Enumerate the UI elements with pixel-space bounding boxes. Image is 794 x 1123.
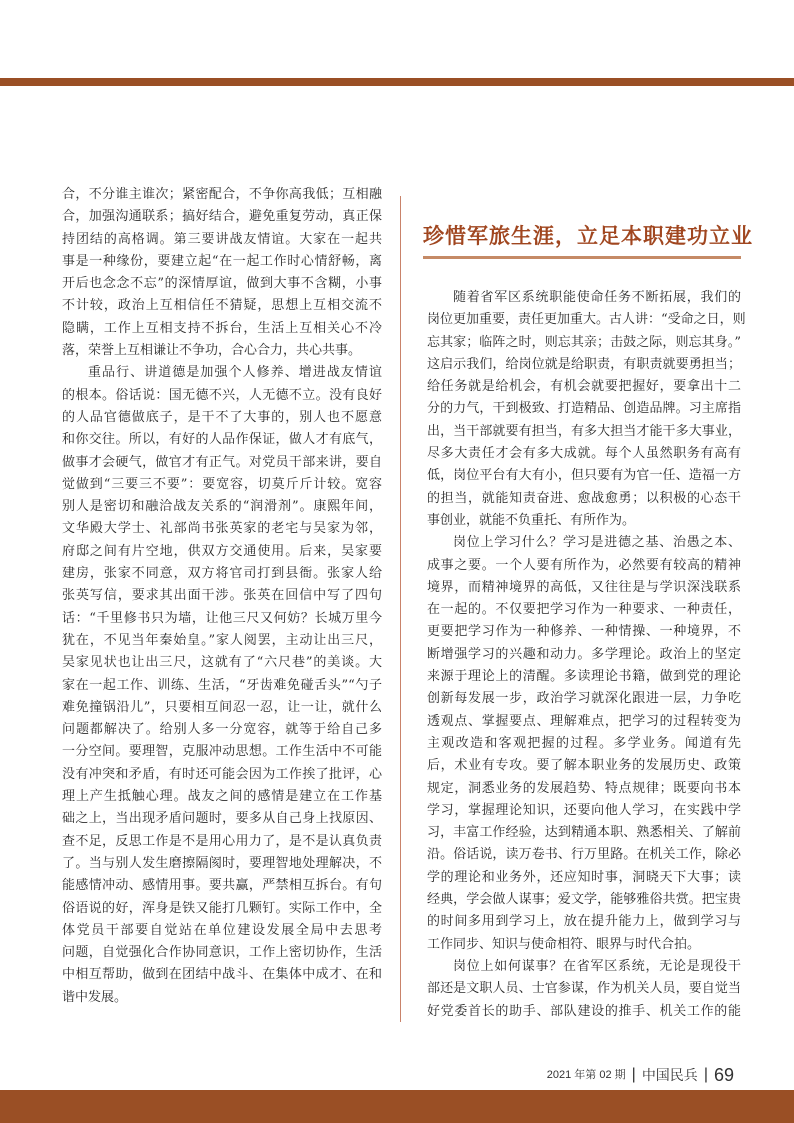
- text-line: 一分空间。要理智，克服冲动思想。工作生活中不可能: [62, 744, 382, 760]
- magazine-name: 中国民兵: [641, 1067, 698, 1083]
- text-line: 问题都解决了。给别人多一分宽容，就等于给自己多: [62, 722, 382, 738]
- text-line: 岗位上如何谋事？在省军区系统，无论是现役干: [453, 958, 741, 974]
- text-line: 主观改造和客观把握的过程。多学业务。闻道有先: [427, 735, 741, 751]
- text-line: 境界，而精神境界的高低，又往往是与学识深浅联系: [427, 579, 741, 595]
- footer-separator: |: [703, 1066, 708, 1083]
- header-band: [0, 78, 794, 86]
- text-line: 合，不分谁主谁次；紧密配合，不争你高我低；互相融: [62, 187, 382, 202]
- text-line: 别人是密切和融洽战友关系的“润滑剂”。康熙年间，: [62, 499, 382, 515]
- issue-label: 2021 年第 02 期: [546, 1069, 626, 1081]
- text-line: 体党员干部要自觉站在单位建设发展全局中去思考: [62, 922, 382, 938]
- text-line: 透观点、掌握要点、理解难点，把学习的过程转变为: [427, 713, 741, 729]
- text-line: 张英写信，要求其出面干涉。张英在回信中写了四句: [62, 588, 382, 604]
- text-line: 文华殿大学士、礼部尚书张英家的老宅与吴家为邻，: [62, 521, 382, 537]
- paragraph: [62, 184, 382, 362]
- text-line: 重品行、讲道德是加强个人修养、增进战友情谊: [88, 365, 382, 381]
- text-line: 谐中发展。: [62, 989, 128, 1005]
- text-line: 觉做到“三要三不要”：要宽容，切莫斤斤计较。宽容: [62, 476, 382, 492]
- text-line: 建房，张家不同意，双方将官司打到县衙。张家人给: [62, 566, 382, 582]
- text-line: 随着省军区系统职能使命任务不断拓展，我们的: [453, 290, 741, 305]
- left-column: [62, 184, 382, 1009]
- paragraph: [427, 287, 746, 532]
- text-line: 更要把学习作为一种修养、一种情操、一种境界，不: [427, 624, 741, 640]
- text-line: 学习，掌握理论知识，还要向他人学习，在实践中学: [427, 802, 741, 818]
- text-line: 能感情冲动、感情用事。要共赢，严禁相互拆台。有句: [62, 878, 382, 894]
- text-line: 岗位更加重要，责任更加重大。古人讲：“受命之日，则: [427, 312, 746, 328]
- text-line: 沿。俗话说，读万卷书、行万里路。在机关工作，除必: [427, 847, 741, 863]
- text-line: 础之上，当出现矛盾问题时，要多从自己身上找原因、: [62, 811, 382, 827]
- text-line: 隐瞒，工作上互相支持不拆台，生活上互相关心不冷: [62, 320, 382, 336]
- text-line: 了。当与别人发生磨擦隔阂时，要理智地处理解决，不: [62, 855, 382, 871]
- text-line: 合，加强沟通联系；搞好结合，避免重复劳动，真正保: [62, 209, 382, 225]
- text-line: 尽多大责任才会有多大成就。每个人虽然职务有高有: [427, 446, 741, 462]
- text-line: 事是一种缘份，要建立起“在一起工作时心情舒畅，离: [62, 253, 382, 269]
- text-line: 好党委首长的助手、部队建设的推手、机关工作的能: [427, 1003, 741, 1019]
- right-column: [427, 287, 746, 1023]
- text-line: 府邸之间有片空地，供双方交通使用。后来，吴家要: [62, 543, 382, 559]
- text-line: 话：“千里修书只为墙，让他三尺又何妨？长城万里今: [62, 610, 382, 626]
- text-line: 断增强学习的兴趣和动力。多学理论。政治上的坚定: [427, 646, 741, 662]
- column-divider: [400, 196, 401, 1022]
- text-line: 问题，自觉强化合作协同意识，工作上密切协作，生活: [62, 945, 382, 961]
- text-line: 经典，学会做人谋事；爱文学，能够雅俗共赏。把宝贵: [427, 892, 741, 908]
- text-line: 后，术业有专攻。要了解本职业务的发展历史、政策: [427, 758, 741, 774]
- text-line: 落，荣誉上互相谦让不争功，合心合力，共心共事。: [62, 343, 362, 359]
- page-footer: [547, 1064, 734, 1086]
- page-number: 69: [713, 1065, 734, 1085]
- text-line: 部还是文职人员、士官参谋，作为机关人员，要自觉当: [427, 981, 741, 997]
- text-line: 难免撞锅沿儿”，只要相互间忍一忍，让一让，就什么: [62, 699, 382, 715]
- text-line: 成事之要。一个人要有所作为，必然要有较高的精神: [427, 557, 741, 573]
- text-line: 给任务就是给机会，有机会就要把握好，要拿出十二: [427, 379, 741, 395]
- text-line: 查不足，反思工作是不是用心用力了，是不是认真负责: [62, 833, 382, 849]
- text-line: 分的力气，干到极致、打造精品、创造品牌。习主席指: [427, 401, 741, 417]
- text-line: 的担当，就能知责奋进、愈战愈勇；以积极的心态干: [427, 490, 741, 506]
- text-line: 在一起的。不仅要把学习作为一种要求、一种责任，: [427, 602, 741, 618]
- text-line: 开后也念念不忘”的深情厚谊，做到大事不含糊，小事: [62, 276, 382, 292]
- text-line: 出，当干部就要有担当，有多大担当才能干多大事业，: [427, 423, 741, 439]
- text-line: 创新每发展一步，政治学习就深化跟进一层，力争吃: [427, 691, 741, 707]
- text-line: 理上产生抵触心理。战友之间的感情是建立在工作基: [62, 789, 382, 805]
- text-line: 家在一起工作、训练、生活，“牙齿难免碰舌头”“勺子: [62, 677, 382, 693]
- text-line: 的时间多用到学习上，放在提升能力上，做到学习与: [427, 914, 741, 930]
- text-line: 的根本。俗话说：国无德不兴，人无德不立。没有良好: [62, 387, 382, 403]
- text-line: 忘其家；临阵之时，则忘其亲；击鼓之际，则忘其身。”: [427, 334, 741, 350]
- text-line: 这启示我们，给岗位就是给职责，有职责就要勇担当；: [427, 356, 741, 372]
- text-line: 做事才会硬气，做官才有正气。对党员干部来讲，要自: [62, 454, 382, 470]
- footer-band: [0, 1090, 794, 1123]
- text-line: 来源于理论上的清醒。多读理论书籍，做到党的理论: [427, 669, 741, 685]
- text-line: 岗位上学习什么？学习是进德之基、治愚之本、: [453, 535, 741, 551]
- text-line: 吴家见状也让出三尺，这就有了“六尺巷”的美谈。大: [62, 655, 382, 671]
- text-line: 不计较，政治上互相信任不猜疑，思想上互相交流不: [62, 298, 382, 314]
- text-line: 俗语说的好，浑身是铁又能打几颗钉。实际工作中，全: [62, 900, 382, 916]
- paragraph: [427, 956, 741, 1023]
- text-line: 习，丰富工作经验，达到精通本职、熟悉相关、了解前: [427, 825, 741, 841]
- text-line: 事创业，就能不负重托、有所作为。: [427, 512, 636, 528]
- paragraph: [427, 532, 741, 956]
- paragraph: [62, 362, 382, 1009]
- text-line: 工作同步、知识与使命相符、眼界与时代合拍。: [427, 936, 701, 952]
- text-line: 中相互帮助，做到在团结中战斗、在集体中成才、在和: [62, 967, 382, 983]
- footer-separator: |: [631, 1066, 636, 1083]
- text-line: 学的理论和业务外，还应知时事，洞晓天下大事；读: [427, 869, 741, 885]
- text-line: 没有冲突和矛盾，有时还可能会因为工作挨了批评，心: [62, 766, 382, 782]
- article-title: 珍惜军旅生涯，立足本职建功立业: [423, 223, 753, 248]
- text-line: 规定，洞悉业务的发展趋势、特点规律；既要向书本: [427, 780, 741, 796]
- text-line: 持团结的高格调。第三要讲战友情谊。大家在一起共: [62, 231, 382, 247]
- title-underline: [423, 256, 741, 259]
- text-line: 低，岗位平台有大有小，但只要有为官一任、造福一方: [427, 468, 741, 484]
- text-line: 犹在，不见当年秦始皇。”家人阅罢，主动让出三尺，: [62, 632, 382, 648]
- text-line: 的人品官德做底子，是干不了大事的，别人也不愿意: [62, 409, 382, 425]
- text-line: 和你交往。所以，有好的人品作保证，做人才有底气，: [62, 432, 382, 448]
